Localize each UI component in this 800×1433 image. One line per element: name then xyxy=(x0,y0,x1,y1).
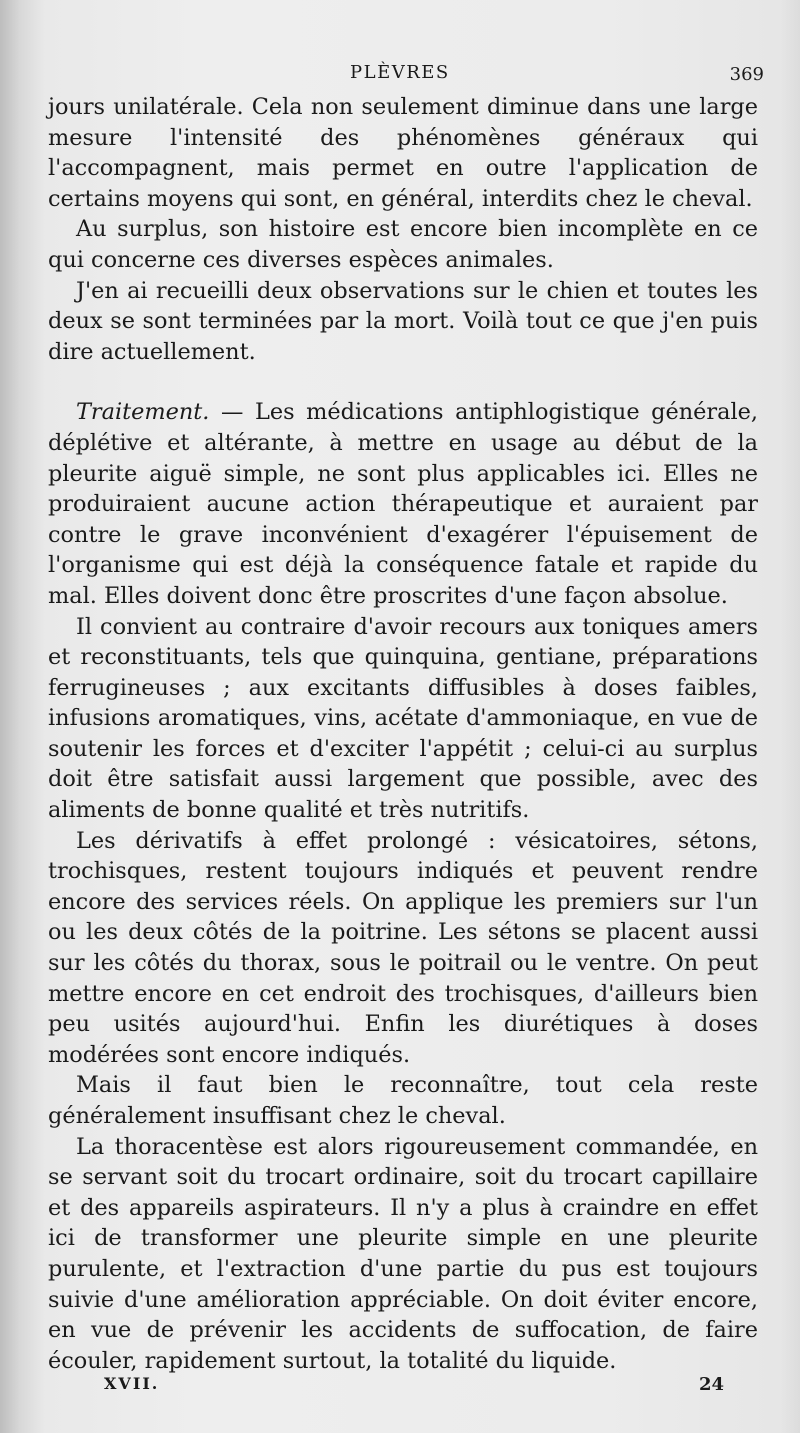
running-title: PLÈVRES xyxy=(350,62,450,83)
paragraph: Il convient au contraire d'avoir recours aux toniques amers et reconstituants, tels que quinquina, gentiane, préparations ferrugineuses ; aux excitants diffusibles à doses faibles, infusions aromatiques, vins, acétate d'ammoniaque, en vue de soutenir les forces et d'exciter l'appétit ; celui-ci au surplus doit être satisfait aussi largement que possible, avec des aliments de bonne qualité et très nutritifs. xyxy=(48,613,758,824)
treatment-heading: Traitement. xyxy=(76,399,210,426)
paragraph: Au surplus, son histoire est encore bien incomplète en ce qui concerne ces diverses espèces animales. xyxy=(48,216,758,273)
paragraph: La thoracentèse est alors rigoureusement commandée, en se servant soit du trocart ordinaire, soit du trocart capillaire et des appareils aspirateurs. Il n'y a plus à craindre en effet ici de transformer une pleurite simple en une pleurite purulente, et l'extraction d'une partie du pus est toujours suivie d'une amélioration appréciable. On doit éviter encore, en vue de prévenir les accidents de suffocation, de faire écouler, rapidement surtout, la totalité du liquide. xyxy=(48,1133,758,1374)
paragraph: Les dérivatifs à effet prolongé : vésicatoires, sétons, trochisques, restent toujours indiqués et peuvent rendre encore des services réels. On applique les premiers sur l'un ou les deux côtés de la poitrine. Les sétons se placent aussi sur les côtés du thorax, sous le poitrail ou le ventre. On peut mettre encore en cet endroit des trochisques, d'ailleurs bien peu usités aujourd'hui. Enfin les diurétiques à doses modérées sont encore indiqués. xyxy=(48,827,758,1068)
signature-mark: XVII. xyxy=(104,1374,160,1393)
paragraph-continuation: jours unilatérale. Cela non seulement diminue dans une large mesure l'intensité des phénomènes généraux qui l'accompagnent, mais permet en outre l'application de certains moyens qui sont, en général, interdits chez le cheval. xyxy=(48,94,758,212)
page-number: 369 xyxy=(729,64,764,85)
treatment-paragraph xyxy=(48,397,758,611)
treatment-intro: — Les médications antiphlogistique générale, déplétive et altérante, à mettre en usage au début de la pleurite aiguë simple, ne sont plus applicables ici. Elles ne produiraient aucune action thérapeutique et auraient par contre le grave inconvénient d'exagérer l'épuisement de l'organisme qui est déjà la conséquence fatale et rapide du mal. Elles doivent donc être proscrites d'une façon absolue. xyxy=(48,399,758,609)
paragraph: J'en ai recueilli deux observations sur le chien et toutes les deux se sont terminées par la mort. Voilà tout ce que j'en puis dire actuellement. xyxy=(48,277,758,365)
paragraph: Mais il faut bien le reconnaître, tout cela reste généralement insuffisant chez le cheval. xyxy=(48,1072,758,1129)
body-text xyxy=(48,92,758,1376)
section-gap xyxy=(48,367,758,397)
page-footer xyxy=(0,1374,800,1404)
sheet-number: 24 xyxy=(698,1374,724,1395)
running-head xyxy=(0,62,800,88)
